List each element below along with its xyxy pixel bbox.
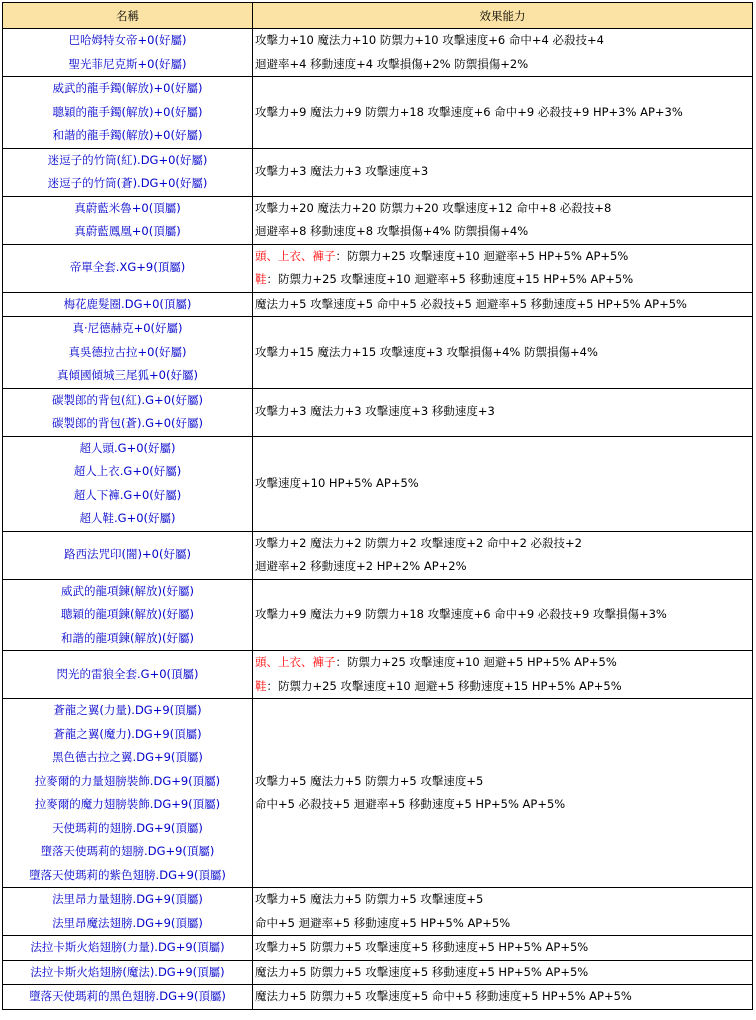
item-name: 法拉卡斯火焰翅膀(力量).DG+9(頂屬): [30, 940, 225, 954]
effect-line: [255, 53, 752, 77]
table-row: [3, 292, 753, 317]
effect-line: [255, 985, 752, 1009]
item-name: 威武的龍手鐲(解放)+0(好屬): [52, 81, 203, 95]
equipment-slot-label: 頭、上衣、褲子: [255, 655, 336, 669]
item-names-cell: [3, 317, 253, 389]
item-name: 和諧的龍手鐲(解放)+0(好屬): [52, 128, 203, 142]
item-name: 超人上衣.G+0(好屬): [73, 464, 182, 478]
table-row: [3, 244, 753, 292]
effect-text: ：防禦力+25 攻擊速度+10 迴避+5 移動速度+15 HP+5% AP+5%: [266, 678, 622, 693]
effect-line: [255, 197, 752, 221]
item-name: 拉麥爾的力量翅膀裝飾.DG+9(頂屬): [34, 773, 221, 788]
effect-text: 命中+5 迴避率+5 移動速度+5 HP+5% AP+5%: [255, 915, 511, 930]
item-names-cell: [3, 651, 253, 699]
effect-text: 攻擊力+5 魔法力+5 防禦力+5 攻擊速度+5: [255, 773, 484, 788]
item-name: 帝單全套.XG+9(頂屬): [69, 260, 186, 275]
item-name: 迷逗子的竹筒(紅).DG+0(好屬): [47, 152, 208, 167]
effect-line: [255, 936, 752, 960]
effect-text: 攻擊力+2 魔法力+2 防禦力+2 攻擊速度+2 命中+2 必殺技+2: [255, 535, 582, 550]
effect-text: 攻擊力+15 魔法力+15 攻擊速度+3 攻擊損傷+4% 防禦損傷+4%: [255, 344, 598, 359]
item-names-cell: [3, 77, 253, 149]
effect-cell: [253, 244, 753, 292]
effect-line: [255, 888, 752, 912]
effect-line: [255, 220, 752, 244]
effect-line: [255, 293, 752, 317]
effect-line: [255, 160, 752, 184]
effect-cell: [253, 960, 753, 985]
item-name: 法里昂魔法翅膀.DG+9(頂屬): [52, 915, 203, 930]
item-name: 梅花鹿髮圈.DG+0(頂屬): [63, 296, 192, 311]
item-name: 天使瑪莉的翅膀.DG+9(頂屬): [52, 820, 203, 835]
effect-text: 魔法力+5 防禦力+5 攻擊速度+5 移動速度+5 HP+5% AP+5%: [255, 964, 589, 979]
item-name: 真吳德拉古拉+0(好屬): [68, 344, 187, 359]
effect-cell: [253, 651, 753, 699]
effect-line: [255, 245, 752, 269]
effect-text: 攻擊力+3 魔法力+3 攻擊速度+3 移動速度+3: [255, 404, 495, 419]
item-names-cell: [3, 29, 253, 77]
item-names-cell: [3, 148, 253, 196]
table-row: [3, 29, 753, 77]
item-name: 真蔚藍米魯+0(頂屬): [74, 200, 181, 215]
equipment-slot-label: 鞋: [255, 678, 267, 693]
table-row: [3, 985, 753, 1010]
effect-cell: [253, 985, 753, 1010]
item-names-cell: [3, 531, 253, 579]
effect-cell: [253, 317, 753, 389]
table-row: [3, 651, 753, 699]
item-name: 威武的龍項鍊(解放)(好屬): [61, 583, 194, 598]
table-body: [3, 29, 753, 1010]
effect-text: 攻擊力+20 魔法力+20 防禦力+20 攻擊速度+12 命中+8 必殺技+8: [255, 200, 612, 215]
effect-text: 攻擊力+3 魔法力+3 攻擊速度+3: [255, 164, 429, 179]
item-effects-table: [2, 2, 753, 1010]
table-row: [3, 148, 753, 196]
item-name: 真蔚藍鳳凰+0(頂屬): [74, 224, 181, 238]
effect-line: [255, 961, 752, 985]
effect-text: 攻擊力+5 魔法力+5 防禦力+5 攻擊速度+5: [255, 892, 484, 906]
effect-text: ：防禦力+25 攻擊速度+10 迴避率+5 移動速度+15 HP+5% AP+5%: [266, 272, 634, 286]
item-names-cell: [3, 960, 253, 985]
table-row: [3, 960, 753, 985]
effect-text: 攻擊力+10 魔法力+10 防禦力+10 攻擊速度+6 命中+4 必殺技+4: [255, 33, 604, 47]
item-name: 墮落天使瑪莉的翅膀.DG+9(頂屬): [40, 844, 215, 858]
effect-cell: [253, 436, 753, 531]
table-row: [3, 196, 753, 244]
effect-line: [255, 101, 752, 125]
item-names-cell: [3, 985, 253, 1010]
item-name: 蒼龍之翼(力量).DG+9(頂屬): [53, 703, 202, 717]
effect-cell: [253, 531, 753, 579]
name-column-header: 名稱: [3, 3, 253, 29]
item-name: 拉麥爾的魔力翅膀裝飾.DG+9(頂屬): [34, 797, 221, 811]
table-row: [3, 436, 753, 531]
item-names-cell: [3, 888, 253, 936]
effect-text: 迴避率+2 移動速度+2 HP+2% AP+2%: [255, 559, 467, 573]
item-name: 巴哈姆特女帝+0(好屬): [68, 33, 187, 47]
effect-cell: [253, 148, 753, 196]
item-name: 閃光的雷狼全套.G+0(頂屬): [56, 666, 199, 681]
effect-line: [255, 472, 752, 496]
effect-line: [255, 912, 752, 936]
effect-cell: [253, 196, 753, 244]
effect-text: 命中+5 必殺技+5 迴避率+5 移動速度+5 HP+5% AP+5%: [255, 797, 566, 811]
effect-line: [255, 603, 752, 627]
effect-cell: [253, 388, 753, 436]
header-row: [3, 3, 753, 29]
effect-cell: [253, 699, 753, 888]
item-name: 黑色德古拉之翼.DG+9(頂屬): [52, 750, 203, 764]
item-name: 碳製郎的背包(蒼).G+0(好屬): [52, 416, 203, 430]
effect-text: 迴避率+8 移動速度+8 攻擊損傷+4% 防禦損傷+4%: [255, 224, 529, 238]
item-names-cell: [3, 388, 253, 436]
item-name: 真·尼德赫克+0(好屬): [72, 321, 183, 335]
table-row: [3, 579, 753, 651]
effect-text: 魔法力+5 防禦力+5 攻擊速度+5 命中+5 移動速度+5 HP+5% AP+5%: [255, 989, 632, 1003]
item-name: 真傾國傾城三尾狐+0(好屬): [57, 368, 198, 382]
table-row: [3, 317, 753, 389]
effect-text: 迴避率+4 移動速度+4 攻擊損傷+2% 防禦損傷+2%: [255, 56, 529, 71]
effect-line: [255, 770, 752, 794]
effect-cell: [253, 936, 753, 961]
item-name: 聰穎的龍手鐲(解放)+0(好屬): [52, 104, 203, 119]
effect-line: [255, 400, 752, 424]
item-name: 和諧的龍項鍊(解放)(好屬): [61, 630, 194, 645]
item-name: 蒼龍之翼(魔力).DG+9(頂屬): [53, 726, 202, 741]
effect-cell: [253, 292, 753, 317]
equipment-slot-label: 鞋: [255, 272, 267, 286]
item-name: 聖光菲尼克斯+0(好屬): [68, 56, 187, 71]
item-names-cell: [3, 579, 253, 651]
effect-line: [255, 793, 752, 817]
effect-line: [255, 268, 752, 292]
effect-cell: [253, 77, 753, 149]
item-name: 碳製郎的背包(紅).G+0(好屬): [52, 392, 203, 407]
item-name: 聰穎的龍項鍊(解放)(好屬): [61, 607, 194, 621]
table-row: [3, 888, 753, 936]
effect-text: 攻擊力+9 魔法力+9 防禦力+18 攻擊速度+6 命中+9 必殺技+9 HP+3% AP+3%: [255, 104, 683, 119]
effect-line: [255, 555, 752, 579]
effect-text: 攻擊力+5 防禦力+5 攻擊速度+5 移動速度+5 HP+5% AP+5%: [255, 940, 589, 954]
item-name: 法里昂力量翅膀.DG+9(頂屬): [52, 892, 203, 906]
item-names-cell: [3, 436, 253, 531]
effect-text: 攻擊速度+10 HP+5% AP+5%: [255, 475, 419, 490]
effect-text: ：防禦力+25 攻擊速度+10 迴避率+5 HP+5% AP+5%: [335, 248, 629, 263]
effect-line: [255, 532, 752, 556]
item-names-cell: [3, 244, 253, 292]
item-name: 超人頭.G+0(好屬): [79, 440, 176, 455]
item-names-cell: [3, 292, 253, 317]
item-names-cell: [3, 936, 253, 961]
effect-cell: [253, 888, 753, 936]
effect-text: ：防禦力+25 攻擊速度+10 迴避+5 HP+5% AP+5%: [335, 655, 617, 669]
effect-cell: [253, 579, 753, 651]
effect-column-header: 效果能力: [253, 3, 753, 29]
item-name: 墮落天使瑪莉的紫色翅膀.DG+9(頂屬): [29, 867, 226, 882]
item-names-cell: [3, 699, 253, 888]
item-names-cell: [3, 196, 253, 244]
item-name: 超人下褲.G+0(好屬): [73, 487, 182, 502]
effect-line: [255, 651, 752, 675]
table-row: [3, 936, 753, 961]
effect-cell: [253, 29, 753, 77]
table-row: [3, 77, 753, 149]
table-row: [3, 531, 753, 579]
equipment-slot-label: 頭、上衣、褲子: [255, 248, 336, 263]
item-name: 超人鞋.G+0(好屬): [79, 511, 176, 525]
effect-line: [255, 341, 752, 365]
item-name: 路西法咒印(闇)+0(好屬): [64, 547, 191, 562]
table-row: [3, 388, 753, 436]
item-name: 墮落天使瑪莉的黑色翅膀.DG+9(頂屬): [29, 989, 226, 1003]
effect-text: 攻擊力+9 魔法力+9 防禦力+18 攻擊速度+6 命中+9 必殺技+9 攻擊損傷+3%: [255, 607, 667, 621]
effect-line: [255, 29, 752, 53]
item-name: 法拉卡斯火焰翅膀(魔法).DG+9(頂屬): [30, 964, 225, 979]
effect-text: 魔法力+5 攻擊速度+5 命中+5 必殺技+5 迴避率+5 移動速度+5 HP+5% AP+5%: [255, 296, 687, 311]
item-name: 迷逗子的竹筒(蒼).DG+0(好屬): [47, 176, 208, 190]
table-row: [3, 699, 753, 888]
effect-line: [255, 675, 752, 699]
